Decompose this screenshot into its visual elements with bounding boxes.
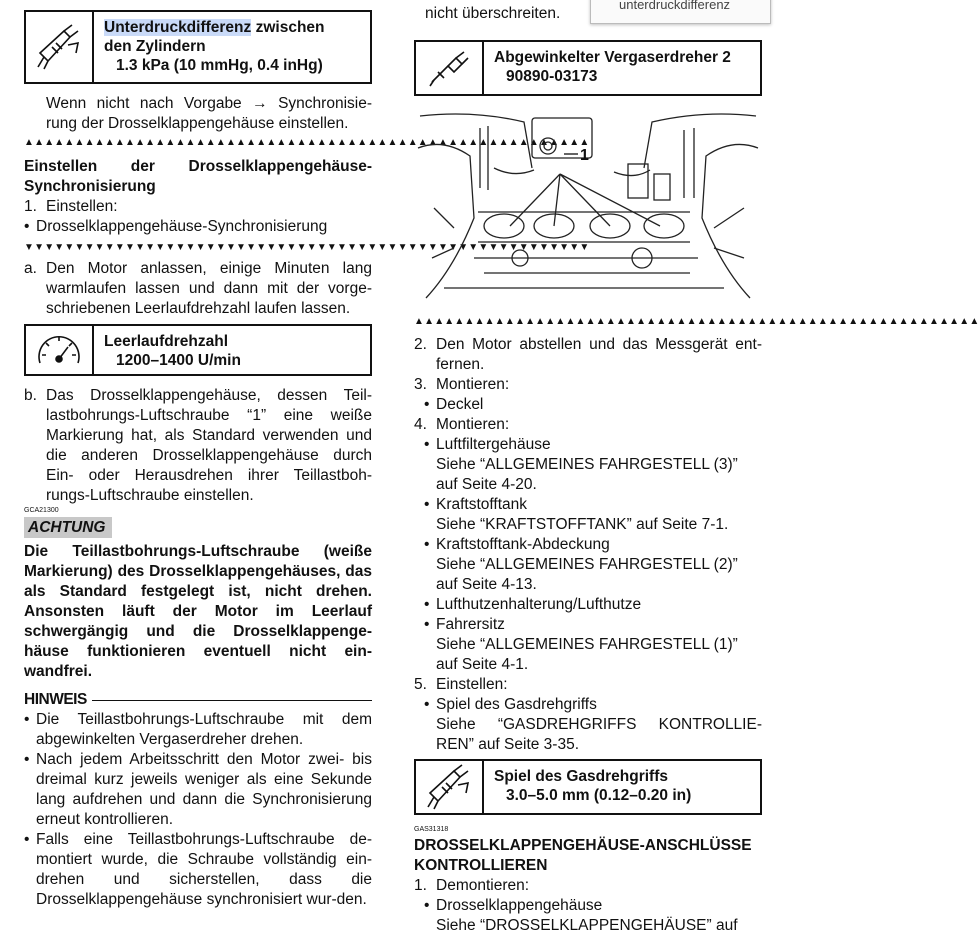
step-5-bullet: • Spiel des Gasdrehgriffs [424,696,597,713]
step-5: 5. Einstellen: [414,676,508,693]
triangle-divider: ▲▲▲▲▲▲▲▲▲▲▲▲▲▲▲▲▲▲▲▲▲▲▲▲▲▲▲▲▲▲▲▲▲▲▲▲▲▲▲▲▲▲▲▲▲▲▲▲▲▲▲▲▲▲▲▲ [24,137,590,148]
spec-box-vacuum-difference [24,10,372,84]
hinweis-list [24,710,372,910]
tool-code: 90890-03173 [506,68,598,85]
achtung-text: Die Teillastbohrungs-Luftschraube (weiße Markierung) des Drosselklappengehäuses, das als Standard festgelegt ist, nicht drehen. Ansonsten läuft der Motor im Leerlauf schwergängig und die Drosselklappenge-häuse funktionieren eventuell nicht ein-wandfrei. [24,543,372,680]
achtung-label: ACHTUNG [24,517,112,538]
spec-title: Spiel des Gasdrehgriffs [494,768,668,785]
hinweis-item: • Die Teillastbohrungs-Luftschraube mit dem abgewinkelten Vergaserdreher drehen. [24,711,372,748]
continued-text: nicht überschreiten. [425,5,561,22]
step-4-bullet: • Luftfiltergehäuse [424,436,551,453]
step-4-bullet: • Kraftstofftank [424,496,528,513]
step-4-bullet: • Fahrersitz [424,616,505,633]
triangle-divider: ▲▲▲▲▲▲▲▲▲▲▲▲▲▲▲▲▲▲▲▲▲▲▲▲▲▲▲▲▲▲▲▲▲▲▲▲▲▲▲▲▲▲▲▲▲▲▲▲▲▲▲▲▲▲▲▲ [414,316,979,327]
overlay-text: unterdruckdifferenz [619,0,731,12]
step-4: 4. Montieren: [414,416,510,433]
step-b: b. Das Drosselklappengehäuse, dessen Teil-lastbohrungs-Luftschraube “1” eine weiße Markierung hat, als Standard verwenden und die anderen Drosselklappengehäuse durch Ein- oder Herausdrehen ihrer Teillastboh-rungs-Luftschraube einstellen. [24,387,372,504]
vernier-caliper-icon [416,761,484,813]
throttle-body-illustration [414,108,762,304]
hinweis-header [24,690,372,710]
screwdriver-tool-icon [416,42,484,94]
spec-box-throttle-play [414,759,762,815]
doc-code: GCA21300 [24,507,59,514]
spec-value: 3.0–5.0 mm (0.12–0.20 in) [506,787,692,804]
figure-callout-1: 1 [580,147,589,164]
spec-title: Leerlaufdrehzahl [104,333,229,350]
hinweis-item: • Nach jedem Arbeitsschritt den Motor zwei- bis dreimal kurz jeweils weniger als eine Sekunde lang aufdrehen und dann die Synchronisierung erneut kontrollieren. [24,751,372,828]
step-4-ref: Siehe “KRAFTSTOFFTANK” auf Seite 7-1. [436,516,729,533]
step-3: 3. Montieren: [414,376,510,393]
step-d1-bullet: • Drosselklappengehäuse [424,897,603,914]
spec-box-idle-speed [24,324,372,376]
doc-code: GAS31318 [414,826,449,833]
hinweis-rule [92,700,372,701]
step-1: 1. Einstellen: [24,198,118,215]
section-heading-sync: Einstellen der Drosselklappengehäuse-Synchronisierung [24,158,372,195]
overlay-popup [590,0,771,24]
tachometer-icon [26,326,94,374]
spec-value: 1.3 kPa (10 mmHg, 0.4 inHg) [116,57,323,74]
step-3-bullet: • Deckel [424,396,484,413]
tool-box-carburetor-angle-driver [414,40,762,96]
step-4-ref: Siehe “ALLGEMEINES FAHRGESTELL (2)” auf Seite 4-13. [436,556,738,593]
step-5-ref: Siehe “GASDREHGRIFFS KONTROLLIE-REN” auf Seite 3-35. [436,716,762,753]
step-a: a. Den Motor anlassen, einige Minuten lang warmlaufen lassen und dann mit der vorge-schriebenen Leerlaufdrehzahl laufen lassen. [24,260,372,317]
hinweis-label: HINWEIS [24,691,87,708]
step-2: 2. Den Motor abstellen und das Messgerät ent-fernen. [414,336,762,373]
step-d1: 1. Demontieren: [414,877,530,894]
vernier-caliper-icon [26,12,94,82]
hinweis-item: • Falls eine Teillastbohrungs-Luftschraube de-montiert wurde, die Schraube vollständig ein-drehen und sicherstellen, dass die Drosselklappengehäuse synchronisiert wur-den. [24,831,372,908]
step-4-ref: Siehe “ALLGEMEINES FAHRGESTELL (1)” auf Seite 4-1. [436,636,738,673]
spec-title-highlight: Unterdruckdifferenz [104,19,252,36]
section-heading-connections: DROSSELKLAPPENGEHÄUSE-ANSCHLÜSSE KONTROLLIEREN [414,837,752,874]
tool-title: Abgewinkelter Vergaserdreher 2 [494,49,731,66]
spec-value: 1200–1400 U/min [116,352,241,369]
step-1-bullet: • Drosselklappengehäuse-Synchronisierung [24,218,328,235]
triangle-divider-down: ▼▼▼▼▼▼▼▼▼▼▼▼▼▼▼▼▼▼▼▼▼▼▼▼▼▼▼▼▼▼▼▼▼▼▼▼▼▼▼▼▼▼▼▼▼▼▼▼▼▼▼▼▼▼▼▼ [24,242,590,253]
step-4-ref: Siehe “ALLGEMEINES FAHRGESTELL (3)” auf Seite 4-20. [436,456,738,493]
step-4-bullet: • Kraftstofftank-Abdeckung [424,536,610,553]
step-4-bullet: • Lufthutzenhalterung/Lufthutze [424,596,642,613]
step-d1-ref: Siehe “DROSSELKLAPPENGEHÄUSE” auf [436,917,738,934]
spec-title-line2: den Zylindern [104,38,206,55]
paragraph-adjust-note: Wenn nicht nach Vorgabe → Synchronisie-rung der Drosselklappengehäuse einstellen. [46,95,372,132]
spec-title-rest: zwischen [251,19,325,36]
